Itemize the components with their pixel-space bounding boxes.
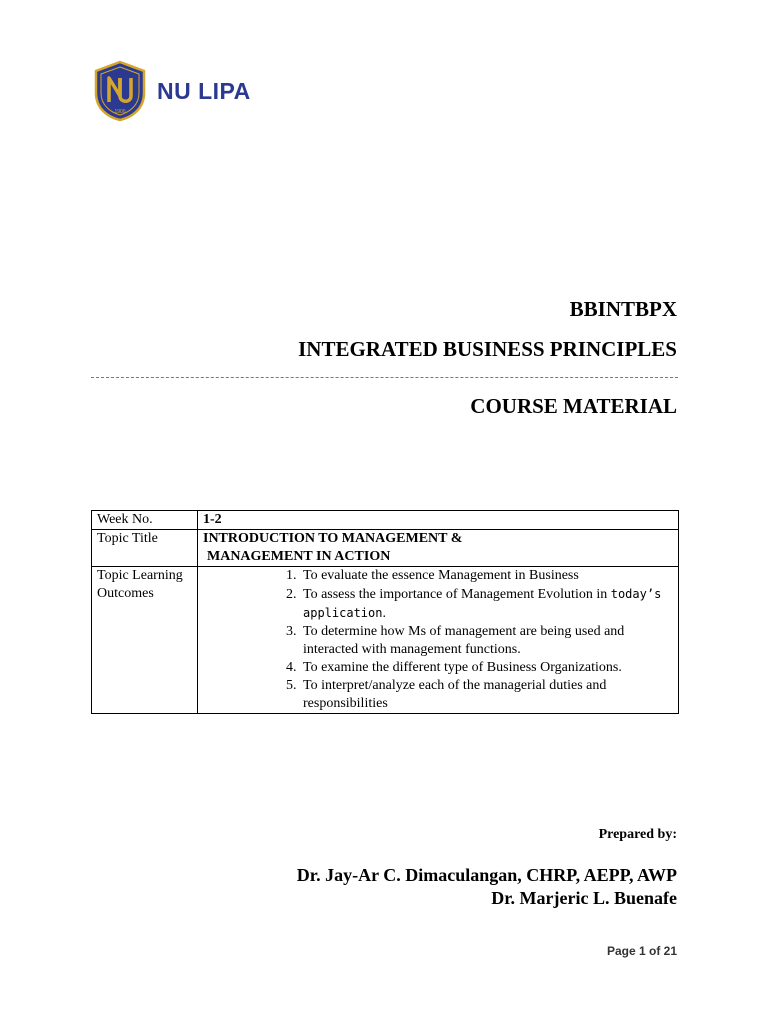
author-name: Dr. Marjeric L. Buenafe [491,888,677,908]
outcome-2-tail: today’s application [303,587,662,620]
list-item: 4. To examine the different type of Business Organizations. [300,659,673,677]
seal-year: 1900 [114,109,126,115]
topic-value [198,530,679,567]
course-info-table [91,510,679,714]
course-material-heading: COURSE MATERIAL [470,394,677,418]
outcome-2-end: . [382,606,386,621]
list-item: 1. To evaluate the essence Management in Business [300,567,673,585]
table-row-outcomes [92,567,679,714]
topic-title-line-2: MANAGEMENT IN ACTION [207,549,391,564]
week-value: 1-2 [198,511,679,530]
page-number: Page 1 of 21 [606,944,677,958]
outcome-2-text: To assess the importance of Management Evolution in [303,587,611,602]
list-item: 3. To determine how Ms of management are being used and interacted with management functions. [300,623,673,659]
outcomes-list [203,567,673,713]
outcomes-label: Topic Learning Outcomes [92,567,198,714]
nu-seal-icon [93,60,147,122]
logo [93,60,251,122]
outcomes-cell [198,567,679,714]
author-name: Dr. Jay-Ar C. Dimaculangan, CHRP, AEPP, AWP [296,865,677,885]
divider [91,377,678,378]
topic-label: Topic Title [92,530,198,567]
course-code: BBINTBPX [569,297,677,321]
table-row-week [92,511,679,530]
list-item [300,585,673,623]
list-item: 5. To interpret/analyze each of the managerial duties and responsibilities [300,677,673,713]
table-row-topic [92,530,679,567]
prepared-by-label: Prepared by: [598,827,677,842]
topic-title-line-1: INTRODUCTION TO MANAGEMENT & [203,531,463,546]
brand-name: NU LIPA [157,77,251,104]
week-label: Week No. [92,511,198,530]
course-title: INTEGRATED BUSINESS PRINCIPLES [298,337,677,361]
